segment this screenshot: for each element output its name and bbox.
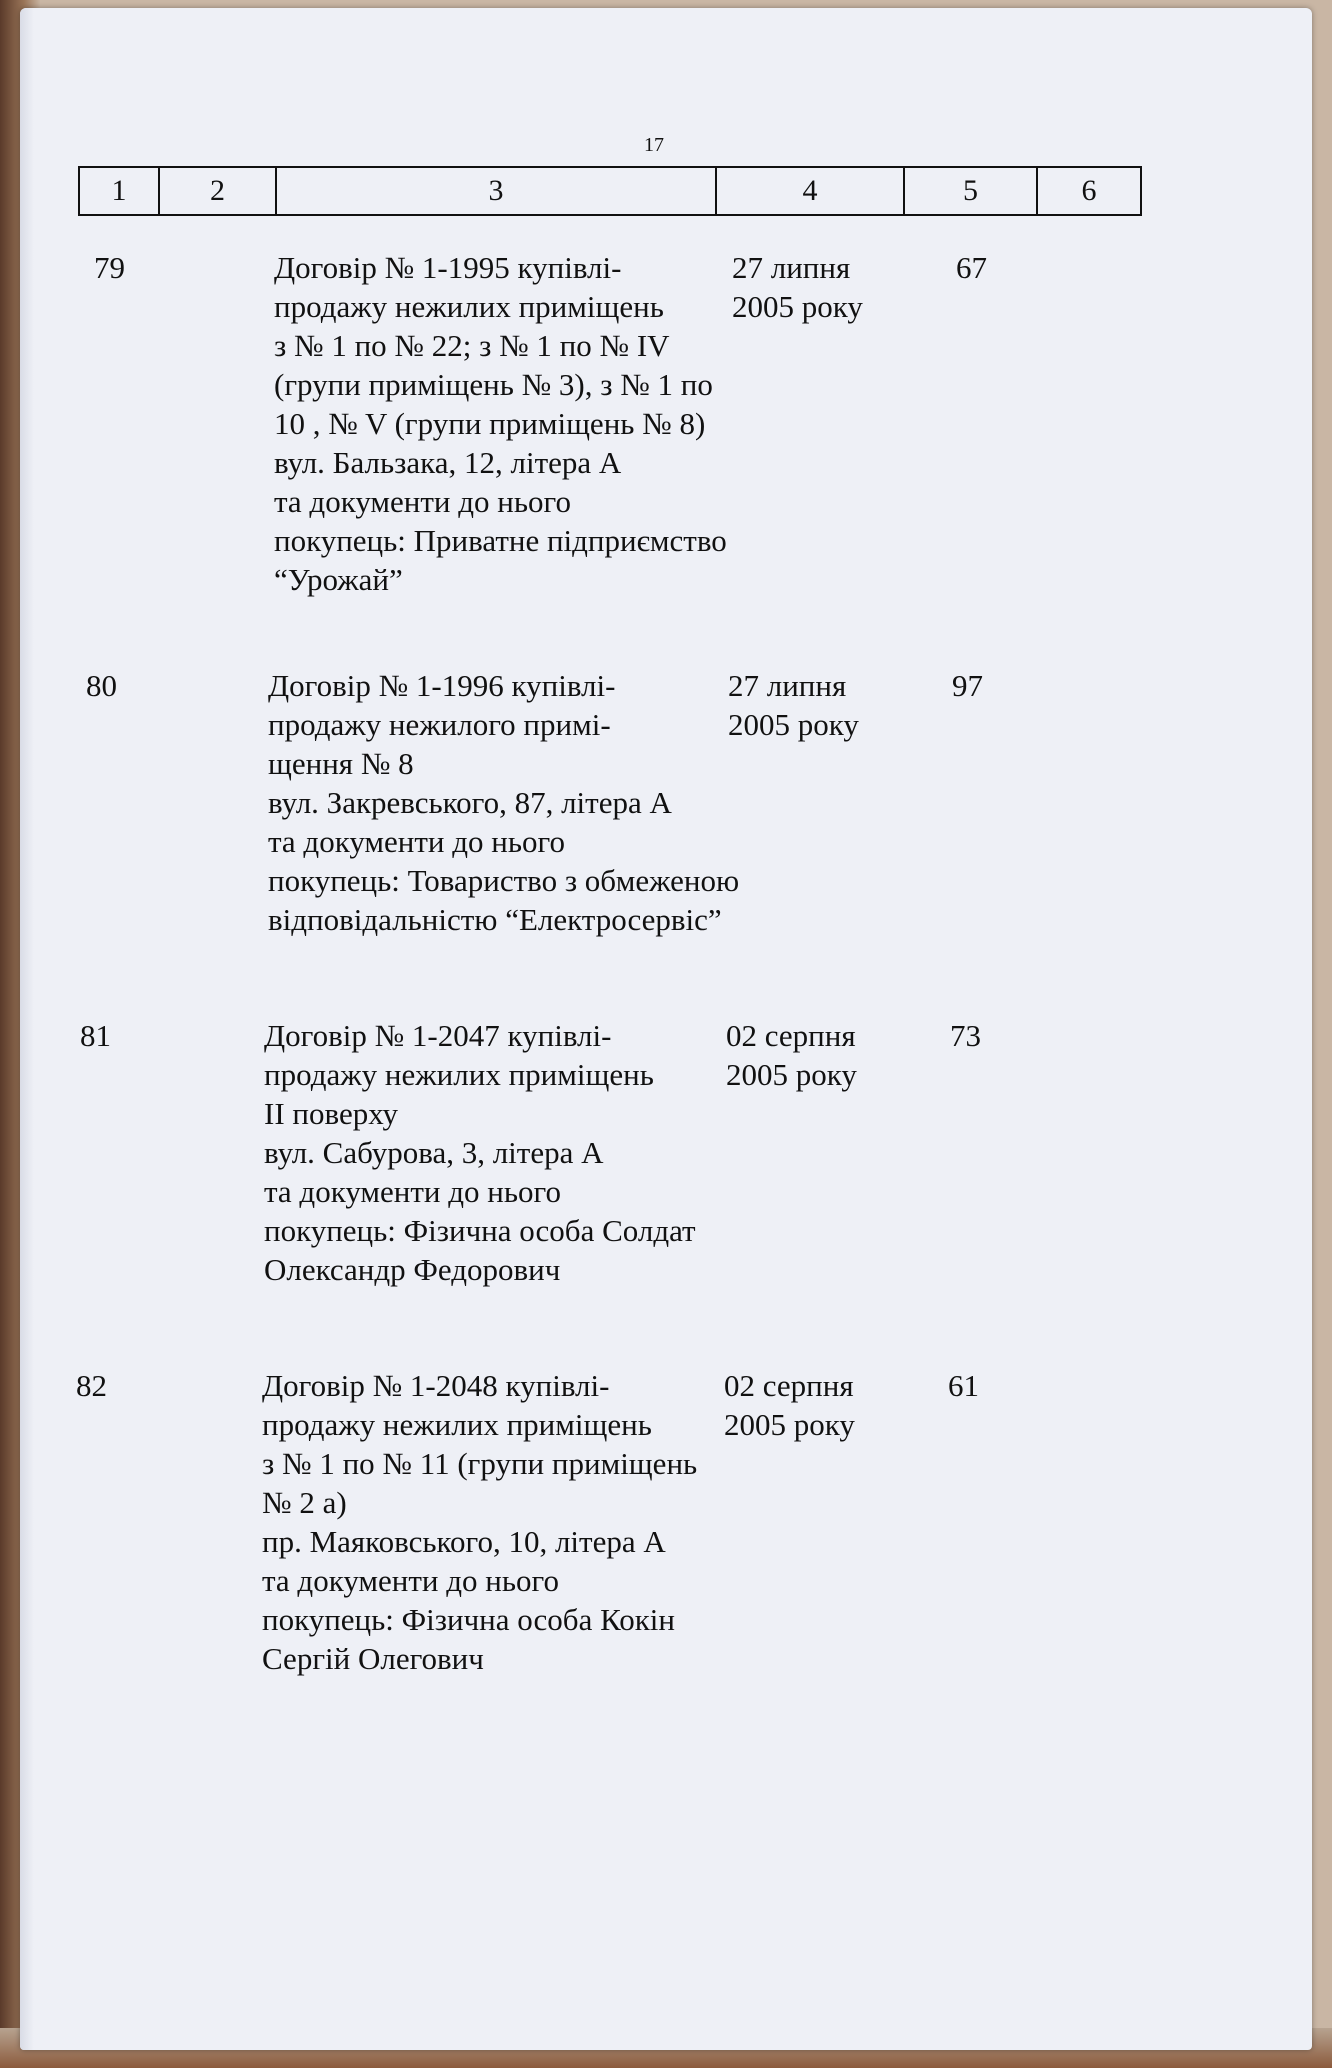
- entry-page-count: 73: [950, 1018, 981, 1053]
- header-column-5: 5: [905, 168, 1038, 214]
- entry-page-count: 97: [952, 668, 983, 703]
- date-line: 2005 року: [728, 707, 859, 742]
- date-line: 2005 року: [732, 289, 863, 324]
- entry-number: 82: [76, 1368, 107, 1403]
- description-line: та документи до нього: [268, 824, 565, 859]
- description-line: Сергій Олегович: [262, 1641, 484, 1676]
- description-line: та документи до нього: [262, 1563, 559, 1598]
- description-line: продажу нежилих приміщень: [262, 1407, 652, 1442]
- description-line: покупець: Фізична особа Солдат: [264, 1213, 696, 1248]
- description-line: та документи до нього: [274, 484, 571, 519]
- header-column-3: 3: [277, 168, 717, 214]
- date-line: 02 серпня: [724, 1368, 854, 1403]
- header-column-4: 4: [717, 168, 905, 214]
- description-line: пр. Маяковського, 10, літера А: [262, 1524, 666, 1559]
- description-line: щення № 8: [268, 746, 414, 781]
- entry-number: 79: [94, 250, 125, 285]
- description-line: покупець: Товариство з обмеженою: [268, 863, 740, 898]
- description-line: Договір № 1-1996 купівлі-: [268, 668, 616, 703]
- entry-date: [724, 1366, 904, 1444]
- description-line: та документи до нього: [264, 1174, 561, 1209]
- page-number: 17: [644, 134, 664, 156]
- header-column-2: 2: [160, 168, 277, 214]
- entry-page-count: 67: [956, 250, 987, 285]
- entry-date: [732, 248, 912, 326]
- description-line: II поверху: [264, 1096, 399, 1131]
- description-line: покупець: Фізична особа Кокін: [262, 1602, 675, 1637]
- description-line: Договір № 1-2048 купівлі-: [262, 1368, 610, 1403]
- entry-date: [728, 666, 908, 744]
- header-column-1: 1: [80, 168, 160, 214]
- header-column-6: 6: [1038, 168, 1142, 214]
- description-line: вул. Сабурова, 3, літера А: [264, 1135, 604, 1170]
- description-line: “Урожай”: [274, 562, 403, 597]
- entry-date: [726, 1016, 906, 1094]
- description-line: продажу нежилого примі-: [268, 707, 611, 742]
- description-line: вул. Закревського, 87, літера А: [268, 785, 672, 820]
- page-binding-edge: [20, 8, 34, 2050]
- description-line: з № 1 по № 11 (групи приміщень: [262, 1446, 698, 1481]
- description-line: продажу нежилих приміщень: [264, 1057, 654, 1092]
- date-line: 27 липня: [728, 668, 847, 703]
- description-line: Договір № 1-1995 купівлі-: [274, 250, 622, 285]
- entry-page-count: 61: [948, 1368, 979, 1403]
- description-line: покупець: Приватне підприємство: [274, 523, 727, 558]
- table-header: [78, 166, 1142, 216]
- description-line: Олександр Федорович: [264, 1252, 561, 1287]
- date-line: 2005 року: [724, 1407, 855, 1442]
- description-line: з № 1 по № 22; з № 1 по № IV: [274, 328, 670, 363]
- date-line: 27 липня: [732, 250, 851, 285]
- date-line: 2005 року: [726, 1057, 857, 1092]
- description-line: продажу нежилих приміщень: [274, 289, 664, 324]
- description-line: № 2 а): [262, 1485, 347, 1520]
- date-line: 02 серпня: [726, 1018, 856, 1053]
- description-line: 10 , № V (групи приміщень № 8): [274, 406, 706, 441]
- description-line: відповідальністю “Електросервіс”: [268, 902, 722, 937]
- entry-number: 80: [86, 668, 117, 703]
- description-line: (групи приміщень № 3), з № 1 по: [274, 367, 713, 402]
- entry-number: 81: [80, 1018, 111, 1053]
- description-line: вул. Бальзака, 12, літера А: [274, 445, 622, 480]
- description-line: Договір № 1-2047 купівлі-: [264, 1018, 612, 1053]
